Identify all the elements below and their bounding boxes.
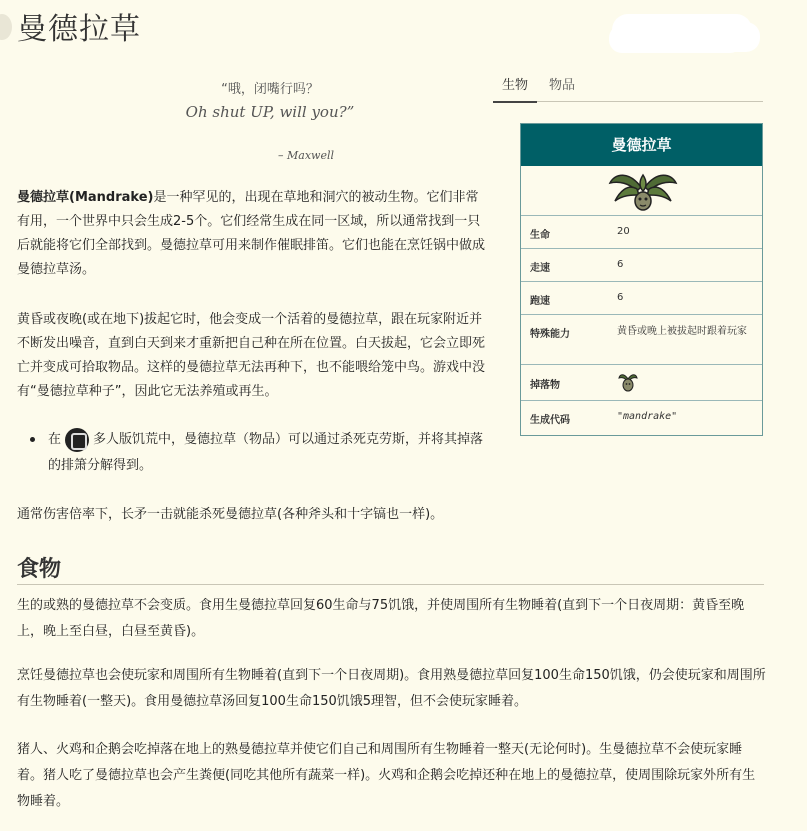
intro-paragraph-3: 通常伤害倍率下，长矛一击就能杀死曼德拉草(各种斧头和十字镐也一样)。 <box>17 507 444 522</box>
infobox-row-walk-speed <box>521 249 762 282</box>
infobox-row-run-speed <box>521 282 762 315</box>
redacted-area <box>612 14 752 48</box>
infobox-row-health <box>521 216 762 249</box>
section-divider <box>17 584 764 585</box>
page-title: 曼德拉草 <box>17 12 141 47</box>
infobox <box>520 123 763 436</box>
infobox-tabs <box>493 70 763 102</box>
tab-creature[interactable]: 生物 <box>493 74 537 103</box>
intro-paragraph-1 <box>17 186 487 282</box>
infobox-row-drops <box>521 365 762 401</box>
section-title-food: 食物 <box>17 557 62 582</box>
row-value: 6 <box>617 292 624 303</box>
bullet-dot <box>30 437 35 442</box>
mandrake-icon <box>607 167 679 215</box>
list-item <box>30 427 490 479</box>
food-paragraph-2: 烹饪曼德拉草也会使玩家和周围所有生物睡着(直到下一个日夜周期)。食用熟曼德拉草回复100生命150饥饿，仍会使玩家和周围所有生物睡着(一整天)。食用曼德拉草汤回复100生命150饥饿5理智，但不会使玩家睡着。 <box>17 668 766 709</box>
title-decoration <box>0 14 12 40</box>
bullet-text-post: 多人版饥荒中，曼德拉草（物品）可以通过杀死克劳斯，并将其掉落的排箫分解得到。 <box>48 432 484 473</box>
quote-author: – Maxwell <box>278 149 334 162</box>
infobox-row-spawn-code <box>521 401 762 434</box>
row-label: 生成代码 <box>530 415 570 426</box>
row-label: 走速 <box>530 263 550 274</box>
intro-text: 是一种罕见的，出现在草地和洞穴的被动生物。它们非常有用，一个世界中只会生成2-5个。它们经常生成在同一区域，所以通常找到一只后就能将它们全部找到。曼德拉草可用来制作催眠排笛。它们也能在烹饪锅中做成曼德拉草汤。 <box>17 190 486 277</box>
tab-item[interactable]: 物品 <box>549 78 576 93</box>
infobox-image <box>521 166 762 216</box>
row-value: 黄昏或晚上被拔起时跟着玩家 <box>617 326 747 337</box>
mandrake-drop-icon[interactable] <box>617 371 639 393</box>
row-value: 6 <box>617 259 624 270</box>
infobox-title: 曼德拉草 <box>521 124 762 166</box>
intro-paragraph-2: 黄昏或夜晚(或在地下)拔起它时，他会变成一个活着的曼德拉草，跟在玩家附近并不断发出噪音，直到白天到来才重新把自己种在所在位置。白天拔起，它会立即死亡并变成可拾取物品。这样的曼德拉草无法再种下，也不能喂给笼中鸟。游戏中没有“曼德拉草种子”，因此它无法养殖或再生。 <box>17 312 486 399</box>
food-paragraph-1: 生的或熟的曼德拉草不会变质。食用生曼德拉草回复60生命与75饥饿，并使周围所有生物睡着(直到下一个日夜周期：黄昏至晚上，晚上至白昼，白昼至黄昏)。 <box>17 598 745 639</box>
quote-chinese: “哦，闭嘴行吗？ <box>221 82 319 97</box>
multiplayer-icon[interactable] <box>65 428 89 452</box>
row-label: 生命 <box>530 230 550 241</box>
row-label: 掉落物 <box>530 380 560 391</box>
creature-name: 曼德拉草(Mandrake) <box>17 190 154 205</box>
row-label: 跑速 <box>530 296 550 307</box>
bullet-text-pre: 在 <box>48 432 62 447</box>
row-label: 特殊能力 <box>530 329 570 340</box>
row-value: "mandrake" <box>617 411 678 422</box>
row-value: 20 <box>617 226 630 237</box>
food-paragraph-3: 猪人、火鸡和企鹅会吃掉落在地上的熟曼德拉草并使它们自己和周围所有生物睡着一整天(无论何时)。生曼德拉草不会使玩家睡着。猪人吃了曼德拉草也会产生粪便(同吃其他所有蔬菜一样)。火鸡和企鹅会吃掉还种在地上的曼德拉草，使周围除玩家外所有生物睡着。 <box>17 742 756 809</box>
quote-english: Oh shut UP, will you?” <box>185 103 355 121</box>
infobox-row-special <box>521 315 762 365</box>
